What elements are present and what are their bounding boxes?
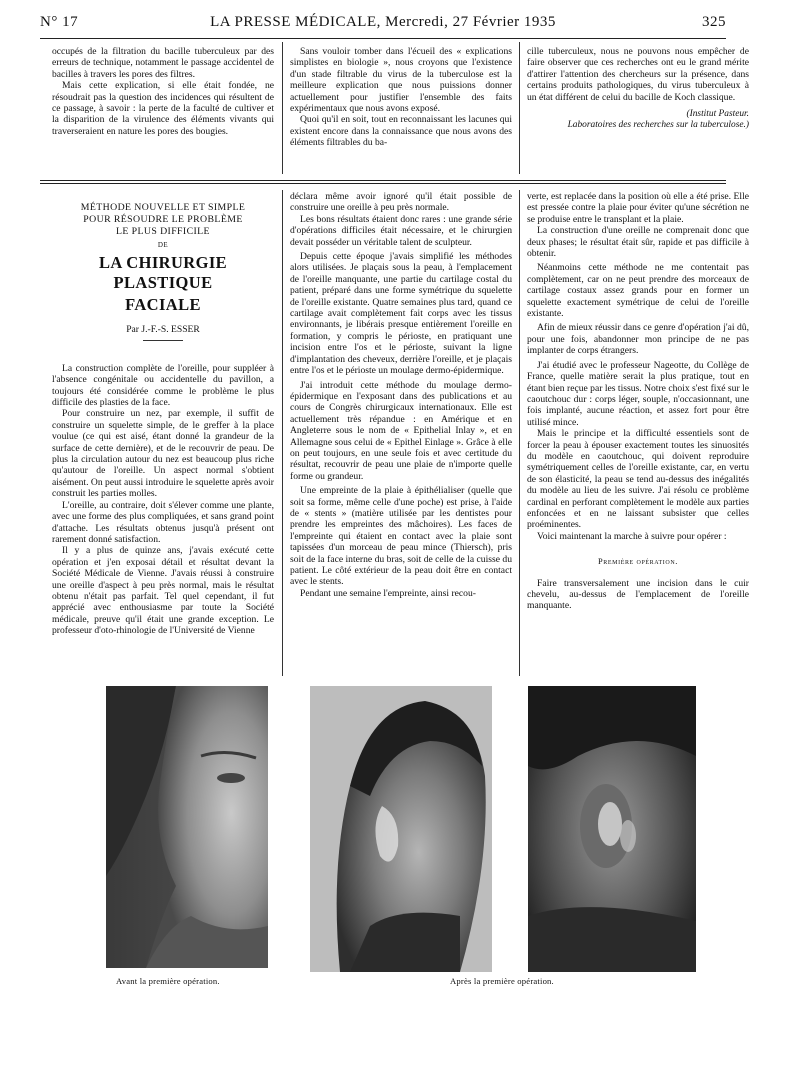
signature-institute: (Institut Pasteur. [686,109,749,120]
photo-before-operation [106,686,268,968]
caption-before: Avant la première opération. [116,976,220,986]
paragraph: Les bons résultats étaient donc rares : une grande série d'opérations difficiles était nécessaire, et le chirurgien devait posséder un véritable talent de sculpteur. [290,213,512,248]
article-col2 [290,191,512,599]
paragraph: Pour construire un nez, par exemple, il suffit de construire un squelette simple, de le greffer à la place voulue (ce qui est aisé, étant donné la grandeur de la surface de cette dernière), et de le recouvrir de peau. De plus la circulation autour du nez est beaucoup plus riche qu'autour de l'oreille. Un aspect normal s'obtient aisément. On peut aussi introduire le squelette après avoir construit les parties molles. [52,408,274,500]
paragraph: J'ai étudié avec le professeur Nageotte, du Collège de France, quelle matière serait la plus pratique, tout en étant bien reçue par les tissus. Notre choix s'est fixé sur le caoutchouc dur : corps léger, souple, n'occasionnant, une fois implanté, aucune réaction, et assez fort pour être utilisé mince. [527,359,749,428]
article-separator-rule [40,183,726,184]
heading-line: POUR RÉSOUDRE LE PROBLÈME [83,214,243,225]
top-article-col1 [52,46,274,137]
paragraph: La construction complète de l'oreille, pour suppléer à l'absence congénitale ou accidentelle du pavillon, a toujours été considérée comme le problème le plus difficile des plasties de la face. [52,362,274,409]
top-article-col2 [290,46,512,149]
article-col3 [527,191,749,612]
column-rule [519,42,520,174]
portrait-profile-image [106,686,268,968]
journal-title: LA PRESSE MÉDICALE, Mercredi, 27 Février 1935 [210,14,556,30]
masthead [40,14,726,38]
paragraph: verte, est replacée dans la position où elle a été prise. Elle est pressée contre la plaie pour éviter qu'une sécrétion ne se produise entre le transplant et la plaie. [527,191,749,225]
paragraph: Pendant une semaine l'empreinte, ainsi recou- [300,587,476,599]
photo-after-operation-1 [310,686,492,972]
heading-de: DE [157,241,169,249]
paragraph: Néanmoins cette méthode ne me contentait pas complètement, car on ne peut prendre des morceaux de cartilage costaux assez grands pour en former un squelette exactement symétrique de celui de l'oreille existante. [527,262,749,320]
paragraph: Une empreinte de la plaie à épithélialiser (quelle que soit sa forme, même celle d'une poche) est prise, à l'aide de « stents » (matière utilisée par les dentistes pour prendre les empreintes des mâchoires). Les faces de l'empreinte qui étaient en contact avec la plaie sont tapissées d'un morceau de peau mince (Thiersch), pris soit de la face interne du bras, soit de celle de la cuisse du patient. Le côté extérieur de la peau doit être en contact avec le stents. [290,485,512,588]
caption-after: Après la première opération. [450,976,554,986]
column-rule [282,190,283,676]
paragraph: déclara même avoir ignoré qu'il était possible de construire une oreille à peu près normale. [290,191,512,214]
paragraph: Afin de mieux réussir dans ce genre d'opération j'ai dû, pour une fois, abandonner mon principe de ne pas implanter de corps étrangers. [527,322,749,357]
article-title: LA CHIRURGIE PLASTIQUE [98,253,228,293]
paragraph: occupés de la filtration du bacille tuberculeux par des erreurs de technique, notamment le passage accidentel de bacilles à travers les pores des filtres. [52,46,274,80]
paragraph: Il y a plus de quinze ans, j'avais exécuté cette opération et j'en exposai détail et résultat devant la Société Médicale de Vienne. J'avais réussi à construire une oreille d'aspect à peu près normal, mais le résultat obtenu n'était pas parfait. Tel quel cependant, il fut apprécié avec enthousiasme par toute la Société médicale, preuve qu'il était une grande exception. Le professeur d'oto-rhinologie de l'Université de Vienne [52,545,274,637]
heading-line: LE PLUS DIFFICILE [116,226,210,237]
article-heading [52,202,274,341]
article-separator-rule [40,180,726,181]
heading-line: MÉTHODE NOUVELLE ET SIMPLE [80,202,246,213]
column-rule [519,190,520,676]
portrait-side-image [310,686,492,972]
paragraph: La construction d'une oreille ne comprenait donc que deux phases; le résultat était sûr, rapide et pas difficile à obtenir. [527,225,749,260]
paragraph: Faire transversalement une incision dans le cuir chevelu, au-dessus de l'emplacement de l'oreille manquante. [527,577,749,612]
signature-laboratory: Laboratoires des recherches sur la tuberculose.) [567,120,749,131]
page-number: 325 [702,14,726,30]
top-article-col3 [527,46,749,132]
byline: Par J.-F.-S. ESSER [126,324,200,336]
photo-after-operation-2 [528,686,696,972]
paragraph: cille tuberculeux, nous ne pouvons nous empêcher de faire observer que ces recherches ont eu le grand mérite d'attirer l'attention des chercheurs sur la présence, dans certains produits pathologiques, du virus tuberculeux à un état différent de celui du bacille de Koch classique. [527,46,749,103]
paragraph: Mais cette explication, si elle était fondée, ne résoudrait pas la question des incidences qui résultent de ce passage, à savoir : la perte de la faculté de cultiver et la disparition de la virulence des éléments vivants qui traverseraient en nature les pores des bougies. [52,80,274,137]
issue-number: N° 17 [40,14,79,30]
paragraph: L'oreille, au contraire, doit s'élever comme une plante, avec une forme des plus compliquées, et sans grand point d'attache. Les résultats obtenus jusqu'à présent ont rarement donné satisfaction. [52,499,274,545]
paragraph: Voici maintenant la marche à suivre pour opérer : [537,530,727,542]
masthead-rule [40,38,726,39]
paragraph: Quoi qu'il en soit, tout en reconnaissant les lacunes qui existent encore dans la connaissance que nous avons des éléments filtrables du ba- [290,114,512,149]
ear-closeup-image [528,686,696,972]
article-col1 [52,202,274,637]
article-title-second-line: FACIALE [125,295,201,315]
paragraph: Sans vouloir tomber dans l'écueil des « explications simplistes en biologie », nous croyons que l'existence d'un stade filtrable du virus de la tuberculose est la meilleure explication que nous puissions donner actuellement pour justifier l'ensemble des faits expérimentaux que nous avons exposé. [290,46,512,115]
paragraph: Depuis cette époque j'avais simplifié les méthodes alors utilisées. Je plaçais sous la peau, à l'emplacement de l'oreille manquante, une partie du cartilage costal du patient, préparé dans une forme symétrique du squelette de l'oreille existante. Quatre semaines plus tard, quand ce cartilage avait complètement fait corps avec les tissus environnants, je libérais presque entièrement l'oreille en formation, y compris le périoste, en pratiquant une incision entre l'os et le périoste, suivant la ligne d'implantation des cheveux, derrière l'oreille, et je plaçais entre l'os et le périoste un moulage dermo-épidermique. [290,251,512,377]
paragraph: J'ai introduit cette méthode du moulage dermo-épidermique en l'exposant dans des publications et au cours de Congrès chirurgicaux internationaux. Elle est actuellement très répandue : en Amérique et en Angleterre sous le nom de « Epithelial Inlay », et en Allemagne sous celui de « Epithel Einlage ». Grâce à elle on peut toujours, en une seule fois et avec certitude du résultat, recouvrir de peau une plaie de n'importe quelle forme ou grandeur. [290,379,512,482]
section-title: Première opération. [598,557,678,567]
paragraph: Mais le principe et la difficulté essentiels sont de forcer la peau à épouser exactement toutes les sinuosités du modèle en caoutchouc, qui doivent reproduire symétriquement celles de l'oreille existante, car, en vertu de son élasticité, la peau se tend au-dessus des inégalités du modèle au lieu de les suivre. J'ai résolu ce problème cardinal en perforant complètement le modèle aux parties enfoncées et en ne laissant subsister que celles proéminentes. [527,428,749,531]
column-rule [282,42,283,174]
